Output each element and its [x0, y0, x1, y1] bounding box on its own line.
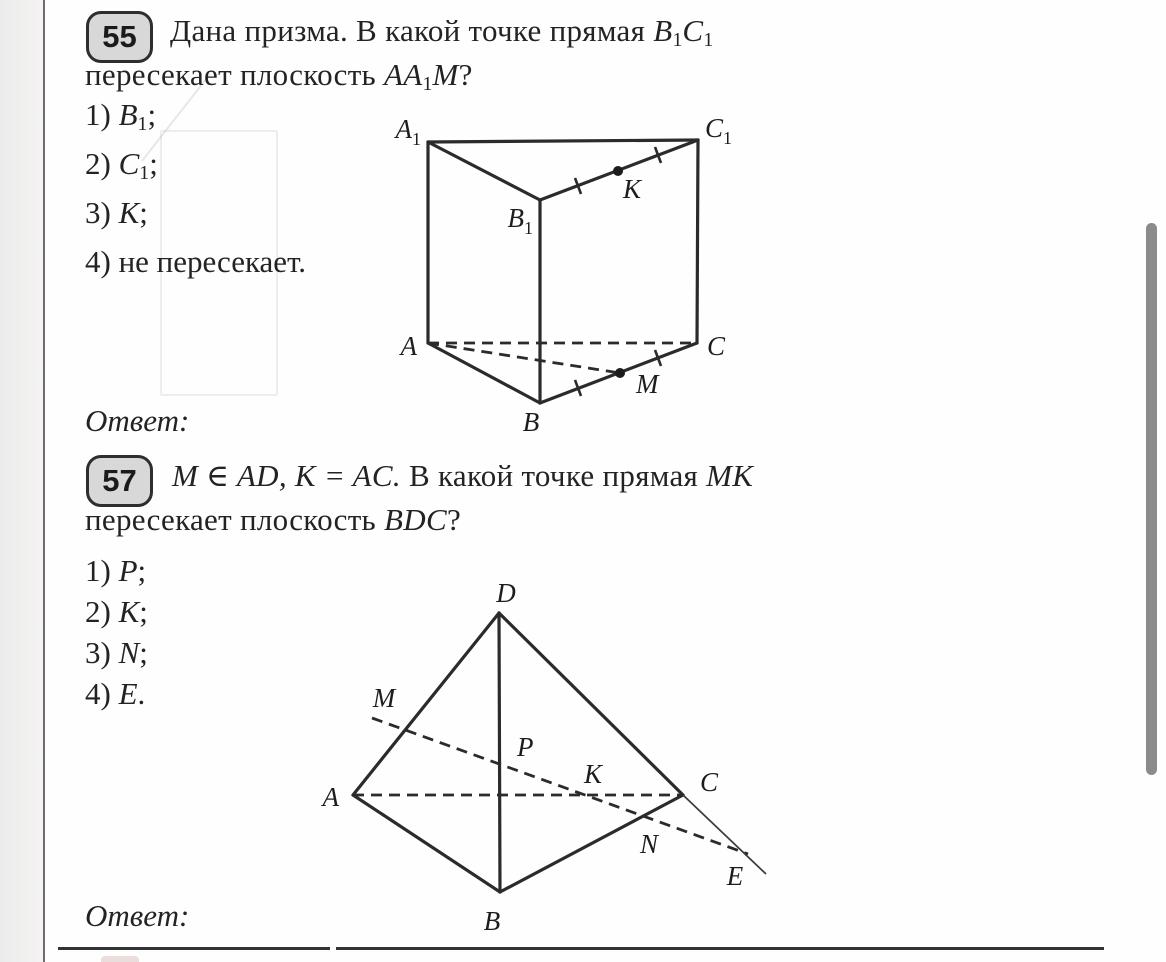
- question-text: В какой точке прямая: [400, 458, 707, 493]
- label-C1: $C_1$: [705, 113, 733, 148]
- tetrahedron-figure: [300, 565, 780, 940]
- edge-A1B1: [428, 142, 540, 200]
- page-left-margin: [0, 0, 43, 962]
- problem-57-question-line2: [85, 502, 461, 538]
- math-MK: MK: [706, 458, 754, 493]
- label-N: N: [639, 829, 659, 859]
- option-3: 3) N;: [85, 635, 148, 670]
- question-text: Дана призма. В какой точке прямая: [170, 13, 654, 48]
- question-text: пересекает плоскость: [85, 502, 385, 537]
- label-D: D: [496, 578, 516, 608]
- label-K: K: [623, 174, 642, 204]
- prism-figure: [375, 105, 745, 445]
- edge-AB: [353, 795, 500, 892]
- option-4: 4) E.: [85, 676, 146, 711]
- problem-55-answer-label: Ответ:: [85, 403, 190, 438]
- label-M: M: [636, 369, 659, 399]
- page-edge-line: [43, 0, 45, 962]
- option-4: 4) не пересекает.: [85, 243, 307, 279]
- edge-DB: [499, 613, 500, 892]
- next-problem-badge-partial: [101, 956, 139, 962]
- option-1: 1) $B_1$;: [85, 97, 157, 135]
- bottom-divider-right: [336, 947, 1104, 950]
- label-B: B: [483, 906, 501, 936]
- problem-55-badge: 55: [86, 11, 153, 63]
- label-A: A: [322, 782, 339, 812]
- option-2: 2) $C_1$;: [85, 145, 158, 184]
- label-A: A: [400, 331, 417, 361]
- problem-55-question-line2: [85, 57, 473, 96]
- problem-57-badge: 57: [86, 455, 153, 507]
- option-1: 1) P;: [85, 553, 147, 588]
- label-P: P: [517, 732, 534, 762]
- scrollbar-thumb[interactable]: [1146, 223, 1157, 775]
- option-3: 3) K;: [85, 194, 148, 230]
- math-AA1M: $AA_1M$: [384, 57, 459, 95]
- math-M-in-AD-K-AC: M ∈ AD, K = AC.: [172, 458, 401, 493]
- question-mark: ?: [458, 57, 473, 92]
- point-K-dot: [613, 166, 623, 176]
- problem-57-answer-label: Ответ:: [85, 898, 190, 933]
- line-MKE-dashed: [372, 718, 748, 854]
- edge-A1C1: [428, 140, 698, 142]
- problem-55-options: [85, 95, 306, 291]
- label-K: K: [584, 759, 603, 789]
- label-M: M: [372, 683, 396, 713]
- math-B1C1: $B_1C_1$: [653, 13, 714, 51]
- problem-57-options: [85, 550, 148, 714]
- question-text: пересекает плоскость: [85, 57, 385, 92]
- bottom-divider-left: [58, 947, 330, 950]
- option-2: 2) K;: [85, 594, 148, 629]
- label-B1: $B_1$: [507, 203, 533, 238]
- problem-55-question-line1: [170, 13, 713, 52]
- label-C: C: [700, 767, 719, 797]
- edge-C1C: [697, 140, 698, 343]
- question-mark: ?: [446, 502, 461, 537]
- label-A1: $A_1$: [395, 114, 421, 149]
- label-B: B: [522, 407, 540, 437]
- math-BDC: BDC: [384, 502, 447, 537]
- point-M-dot: [615, 368, 625, 378]
- label-E: E: [726, 861, 744, 891]
- label-C: C: [707, 331, 726, 361]
- problem-57-question-line1: [172, 458, 753, 494]
